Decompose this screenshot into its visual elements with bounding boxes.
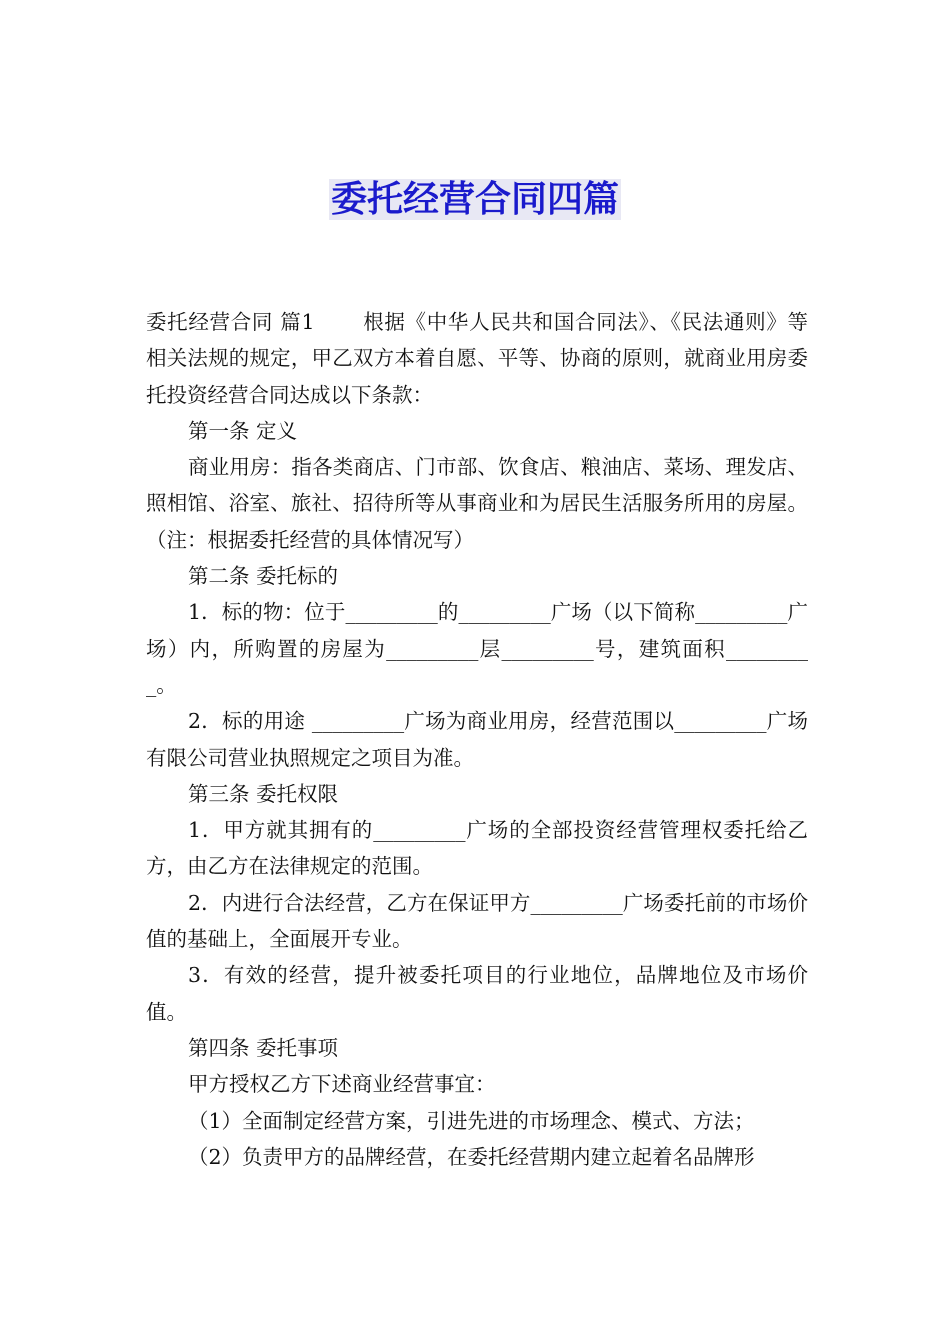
paragraph-matters: 甲方授权乙方下述商业经营事宜： [188,1072,496,1097]
article-heading-4: 第四条 委托事项 [188,1035,339,1060]
paragraph-subject: 1．标的物：位于_________的_________广场（以下简称_________广场）内，所购置的房屋为_________层_________号，建筑面积_________。 [146,600,808,697]
intro-text: 根据《中华人民共和国合同法》、《民法通则》等相关法规的规定，甲乙双方本着自愿、平等、协商的原则，就商业用房委托投资经营合同达成以下条款： [146,310,809,407]
list-item-1: （1）全面制定经营方案，引进先进的市场理念、模式、方法； [188,1108,755,1133]
document-title-text: 委托经营合同四篇 [330,179,619,220]
paragraph-authority-2: 2．内进行合法经营，乙方在保证甲方_________广场委托前的市场价值的基础上，全面展开专业。 [146,890,808,952]
list-item-2: （2）负责甲方的品牌经营，在委托经营期内建立起着名品牌形 [188,1144,755,1169]
document-body [146,304,808,1175]
document-title [0,178,950,222]
article-heading-2: 第二条 委托标的 [188,564,339,589]
paragraph-authority-3: 3．有效的经营，提升被委托项目的行业地位，品牌地位及市场价值。 [146,963,808,1024]
intro-lead: 委托经营合同 篇1 [146,310,315,334]
paragraph-authority-1: 1．甲方就其拥有的_________广场的全部投资经营管理权委托给乙方，由乙方在法律规定的范围。 [146,818,808,879]
article-heading-3: 第三条 委托权限 [188,781,339,806]
intro-paragraph [146,304,808,413]
paragraph-use: 2．标的用途 _________广场为商业用房，经营范围以_________广场有限公司营业执照规定之项目为准。 [146,709,808,770]
paragraph-definition: 商业用房：指各类商店、门市部、饮食店、粮油店、菜场、理发店、照相馆、浴室、旅社、招待所等从事商业和为居民生活服务所用的房屋。（注：根据委托经营的具体情况写） [146,455,808,552]
article-heading-1: 第一条 定义 [188,418,298,443]
